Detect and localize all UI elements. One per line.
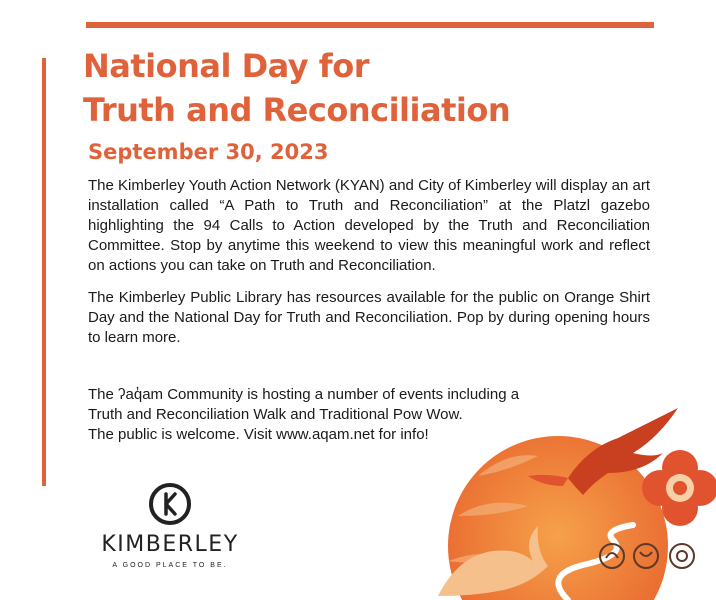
logo-tagline: A GOOD PLACE TO BE.: [112, 562, 228, 569]
title-line-1: National Day for: [83, 47, 369, 85]
event-date: September 30, 2023: [88, 140, 329, 164]
logo-wordmark: KIMBERLEY: [101, 532, 239, 557]
side-accent-rule: [42, 58, 46, 486]
aqam-line-2: Truth and Reconciliation Walk and Traditional Pow Wow.: [88, 406, 463, 423]
kimberley-k-mark-icon: [148, 482, 192, 526]
paragraph-library-resources: The Kimberley Public Library has resources available for the public on Orange Shirt Day and the National Day for Truth and Reconciliation. Pop by during opening hours to learn more.: [88, 289, 650, 346]
paragraph-kyan-installation: The Kimberley Youth Action Network (KYAN) and City of Kimberley will display an art installation called “A Path to Truth and Reconciliation” at the Platzl gazebo highlighting the 94 Calls to Action developed by the Truth and Reconciliation Committee. Stop by anytime this weekend to view this meaningful work and reflect on actions you can take on Truth and Reconciliation.: [88, 177, 650, 274]
top-accent-rule: [86, 22, 654, 28]
kimberley-logo: [80, 482, 260, 582]
aqam-line-1: The ʔaq̓am Community is hosting a number of events including a: [88, 386, 520, 403]
aqam-line-3: The public is welcome. Visit www.aqam.net for info!: [88, 426, 429, 443]
page-title: [83, 44, 510, 132]
orange-sun-artwork: [418, 396, 716, 600]
title-line-2: Truth and Reconciliation: [83, 91, 511, 129]
